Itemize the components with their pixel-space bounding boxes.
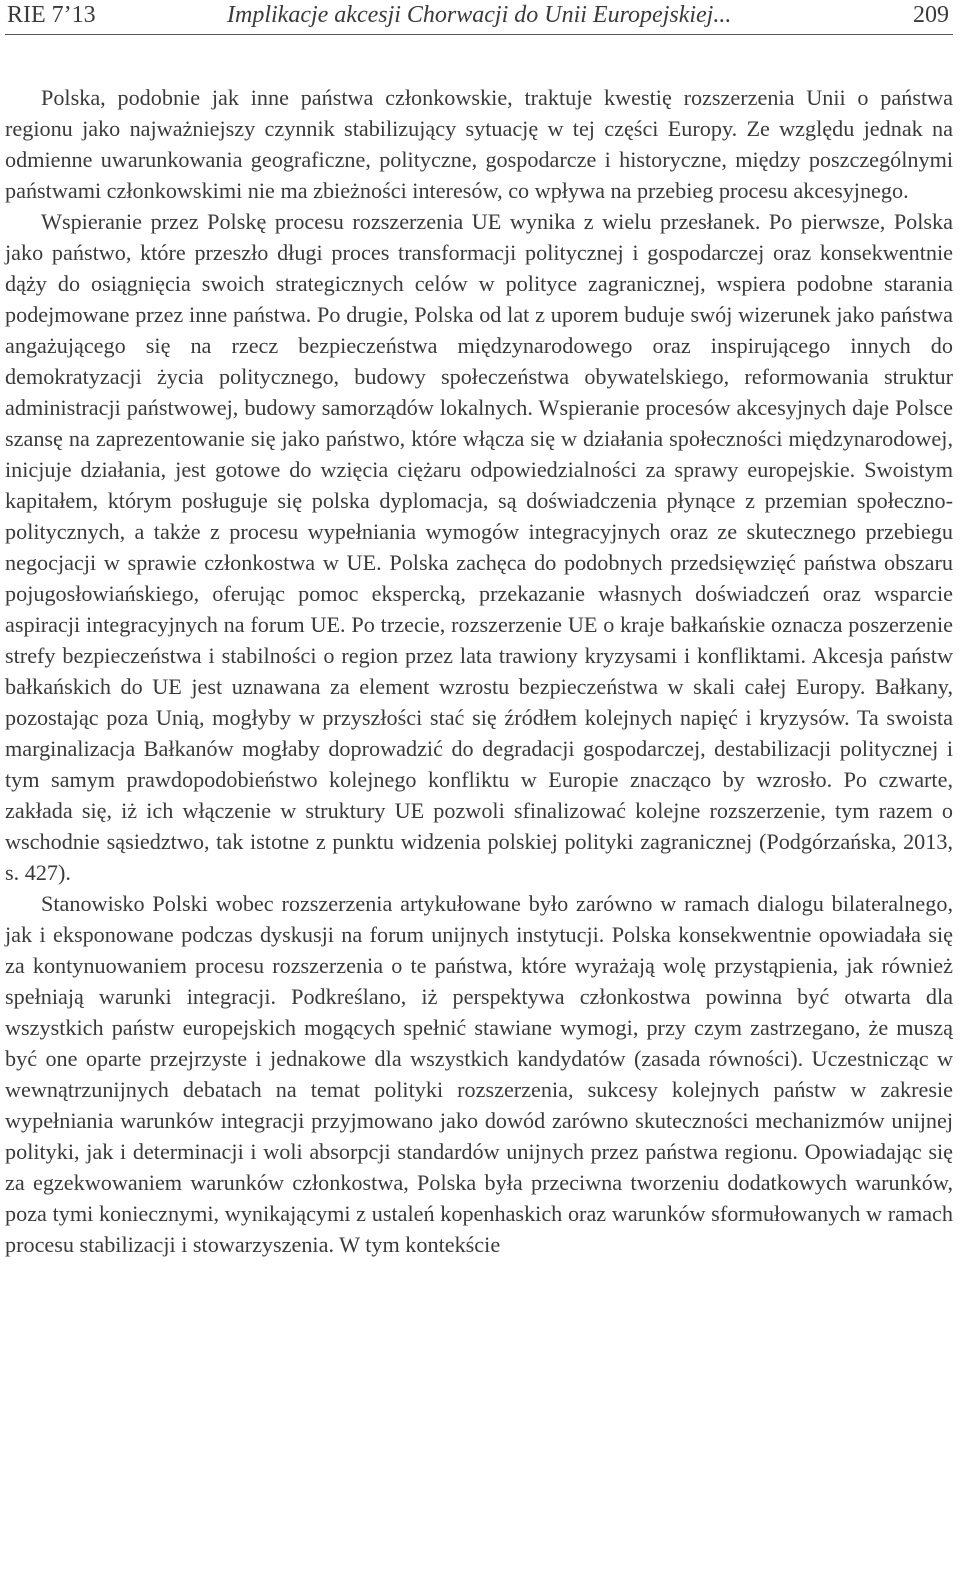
paragraph-2: Wspieranie przez Polskę procesu rozszerzenia UE wynika z wielu przesłanek. Po pierwsze, Polska jako państwo, które przeszło długi proces transformacji politycznej i gospodarczej oraz konsekwentnie dąży do osiągnięcia swoich strategicznych celów w polityce zagranicznej, wspiera podobne starania podejmowane przez inne państwa. Po drugie, Polska od lat z uporem buduje swój wizerunek jako państwa angażującego się na rzecz bezpieczeństwa międzynarodowego oraz inspirującego innych do demokratyzacji życia politycznego, budowy społeczeństwa obywatelskiego, reformowania struktur administracji państwowej, budowy samorządów lokalnych. Wspieranie procesów akcesyjnych daje Polsce szansę na zaprezentowanie się jako państwo, które włącza się w działania społeczności międzynarodowej, inicjuje działania, jest gotowe do wzięcia ciężaru odpowiedzialności za sprawy europejskie. Swoistym kapitałem, którym posługuje się polska dyplomacja, są doświadczenia płynące z przemian społeczno-politycznych, a także z procesu wypełniania wymogów integracyjnych oraz ze skutecznego przebiegu negocjacji w sprawie członkostwa w UE. Polska zachęca do podobnych przedsięwzięć państwa obszaru pojugosłowiańskiego, oferując pomoc ekspercką, przekazanie własnych doświadczeń oraz wsparcie aspiracji integracyjnych na forum UE. Po trzecie, rozszerzenie UE o kraje bałkańskie oznacza poszerzenie strefy bezpieczeństwa i stabilności o region przez lata trawiony kryzysami i konfliktami. Akcesja państw bałkańskich do UE jest uznawana za element wzrostu bezpieczeństwa w skali całej Europy. Bałkany, pozostając poza Unią, mogłyby w przyszłości stać się źródłem kolejnych napięć i kryzysów. Ta swoista marginalizacja Bałkanów mogłaby doprowadzić do degradacji gospodarczej, destabilizacji politycznej i tym samym prawdopodobieństwo kolejnego konfliktu w Europie znacząco by wzrosło. Po czwarte, zakłada się, iż ich włączenie w struktury UE pozwoli sfinalizować kolejne rozszerzenie, tym razem o wschodnie sąsiedztwo, tak istotne z punktu widzenia polskiej polityki zagranicznej (Podgórzańska, 2013, s. 427).: [5, 209, 953, 885]
journal-issue: RIE 7’13: [7, 2, 96, 28]
body-text: [5, 82, 953, 1260]
running-header: [5, 0, 953, 34]
header-rule: [5, 34, 953, 35]
running-title: Implikacje akcesji Chorwacji do Unii Europejskiej...: [227, 2, 732, 28]
paragraph-3: Stanowisko Polski wobec rozszerzenia artykułowane było zarówno w ramach dialogu bilateralnego, jak i eksponowane podczas dyskusji na forum unijnych instytucji. Polska konsekwentnie opowiadała się za kontynuowaniem procesu rozszerzenia o te państwa, które wyrażają wolę przystąpienia, jak również spełniają warunki integracji. Podkreślano, iż perspektywa członkostwa powinna być otwarta dla wszystkich państw europejskich mogących spełnić stawiane wymogi, przy czym zastrzegano, że muszą być one oparte przejrzyste i jednakowe dla wszystkich kandydatów (zasada równości). Uczestnicząc w wewnątrzunijnych debatach na temat polityki rozszerzenia, sukcesy kolejnych państw w zakresie wypełniania warunków integracji przyjmowano jako dowód zarówno skuteczności mechanizmów unijnej polityki, jak i determinacji i woli absorpcji standardów unijnych przez państwa regionu. Opowiadając się za egzekwowaniem warunków członkostwa, Polska była przeciwna tworzeniu dodatkowych warunków, poza tymi koniecznymi, wynikającymi z ustaleń kopenhaskich oraz warunków sformułowanych w ramach procesu stabilizacji i stowarzyszenia. W tym kontekście: [5, 891, 953, 1257]
paragraph-1: Polska, podobnie jak inne państwa członkowskie, traktuje kwestię rozszerzenia Unii o państwa regionu jako najważniejszy czynnik stabilizujący sytuację w tej części Europy. Ze względu jednak na odmienne uwarunkowania geograficzne, polityczne, gospodarcze i historyczne, między poszczególnymi państwami członkowskimi nie ma zbieżności interesów, co wpływa na przebieg procesu akcesyjnego.: [5, 85, 953, 203]
page-number: 209: [913, 2, 949, 28]
document-page: [5, 0, 953, 1575]
